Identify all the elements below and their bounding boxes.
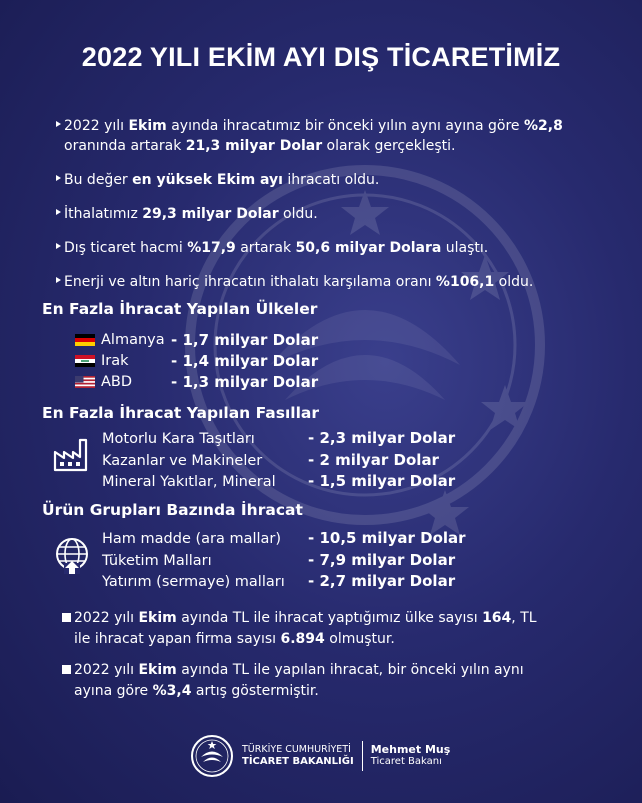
- country-row: [75, 351, 318, 371]
- chapter-value: - 2 milyar Dolar: [308, 451, 439, 469]
- chapter-row: [102, 428, 455, 449]
- footer: [190, 733, 450, 779]
- bullet-line2: oranında artarak 21,3 milyar Dolar olarak gerçekleşti.: [64, 138, 456, 154]
- product-value: - 2,7 milyar Dolar: [308, 572, 456, 590]
- triangle-bullet-icon: [56, 121, 61, 127]
- summary-bullets: [56, 116, 596, 306]
- bullet-imports: İthalatımız 29,3 milyar Dolar oldu.: [56, 204, 596, 224]
- product-row: [102, 528, 466, 549]
- chapters-section-title: En Fazla İhracat Yapılan Fasıllar: [42, 404, 319, 422]
- country-row: [75, 372, 318, 392]
- chapter-row: [102, 471, 455, 492]
- triangle-bullet-icon: [56, 209, 61, 215]
- bullet-record: Bu değer en yüksek Ekim ayı ihracatı oldu.: [56, 170, 596, 190]
- triangle-bullet-icon: [56, 175, 61, 181]
- germany-flag-icon: [75, 334, 95, 346]
- footer-divider: [362, 741, 363, 771]
- triangle-bullet-icon: [56, 243, 61, 249]
- product-value: - 10,5 milyar Dolar: [308, 529, 466, 547]
- chapter-value: - 1,5 milyar Dolar: [308, 472, 456, 490]
- chapter-label: Motorlu Kara Taşıtları: [102, 431, 255, 447]
- ministry-logo-icon: [190, 734, 234, 778]
- products-section-title: Ürün Grupları Bazında İhracat: [42, 501, 303, 519]
- globe-export-icon: [53, 537, 91, 575]
- tl-note: 2022 yılı Ekim ayında TL ile ihracat yaptığımız ülke sayısı 164, TL ile ihracat yapan firma sayısı 6.894 olmuştur.: [62, 608, 552, 650]
- bullet-export-growth: 2022 yılı Ekim ayında ihracatımız bir önceki yılın aynı ayına göre %2,8 oranında artarak 21,3 milyar Dolar olarak gerçekleşti.: [56, 116, 596, 156]
- factory-icon: [53, 436, 91, 472]
- product-label: Yatırım (sermaye) malları: [102, 574, 285, 590]
- country-name: Almanya: [101, 332, 165, 348]
- product-row: [102, 571, 455, 592]
- page-title: 2022 YILI EKİM AYI DIŞ TİCARETİMİZ: [81, 42, 561, 72]
- product-label: Ham madde (ara mallar): [102, 531, 282, 547]
- triangle-bullet-icon: [56, 277, 61, 283]
- chapter-label: Mineral Yakıtlar, Mineral: [102, 474, 276, 490]
- country-value: - 1,4 milyar Dolar: [171, 352, 319, 370]
- country-value: - 1,3 milyar Dolar: [171, 373, 319, 391]
- chapter-row: [102, 450, 439, 471]
- product-row: [102, 550, 455, 571]
- tl-note: 2022 yılı Ekim ayında TL ile yapılan ihracat, bir önceki yılın aynı ayına göre %3,4 artış göstermiştir.: [62, 660, 552, 702]
- square-bullet-icon: [62, 613, 71, 622]
- minister-signature: Mehmet Muş Ticaret Bakanı: [370, 743, 451, 767]
- country-value: - 1,7 milyar Dolar: [171, 331, 319, 349]
- country-name: ABD: [101, 374, 133, 390]
- country-row: [75, 330, 318, 350]
- square-bullet-icon: [62, 665, 71, 674]
- country-name: Irak: [101, 353, 129, 369]
- chapter-label: Kazanlar ve Makineler: [102, 453, 263, 469]
- usa-flag-icon: [75, 376, 95, 388]
- countries-section-title: En Fazla İhracat Yapılan Ülkeler: [42, 300, 318, 318]
- product-label: Tüketim Malları: [102, 553, 212, 569]
- chapter-value: - 2,3 milyar Dolar: [308, 429, 456, 447]
- iraq-flag-icon: [75, 355, 95, 367]
- ministry-name: TÜRKİYE CUMHURİYETİ TİCARET BAKANLIĞI: [242, 744, 354, 767]
- bullet-trade-volume: Dış ticaret hacmi %17,9 artarak 50,6 milyar Dolara ulaştı.: [56, 238, 596, 258]
- product-value: - 7,9 milyar Dolar: [308, 551, 456, 569]
- bullet-coverage-ratio: Enerji ve altın hariç ihracatın ithalatı karşılama oranı %106,1 oldu.: [56, 272, 596, 292]
